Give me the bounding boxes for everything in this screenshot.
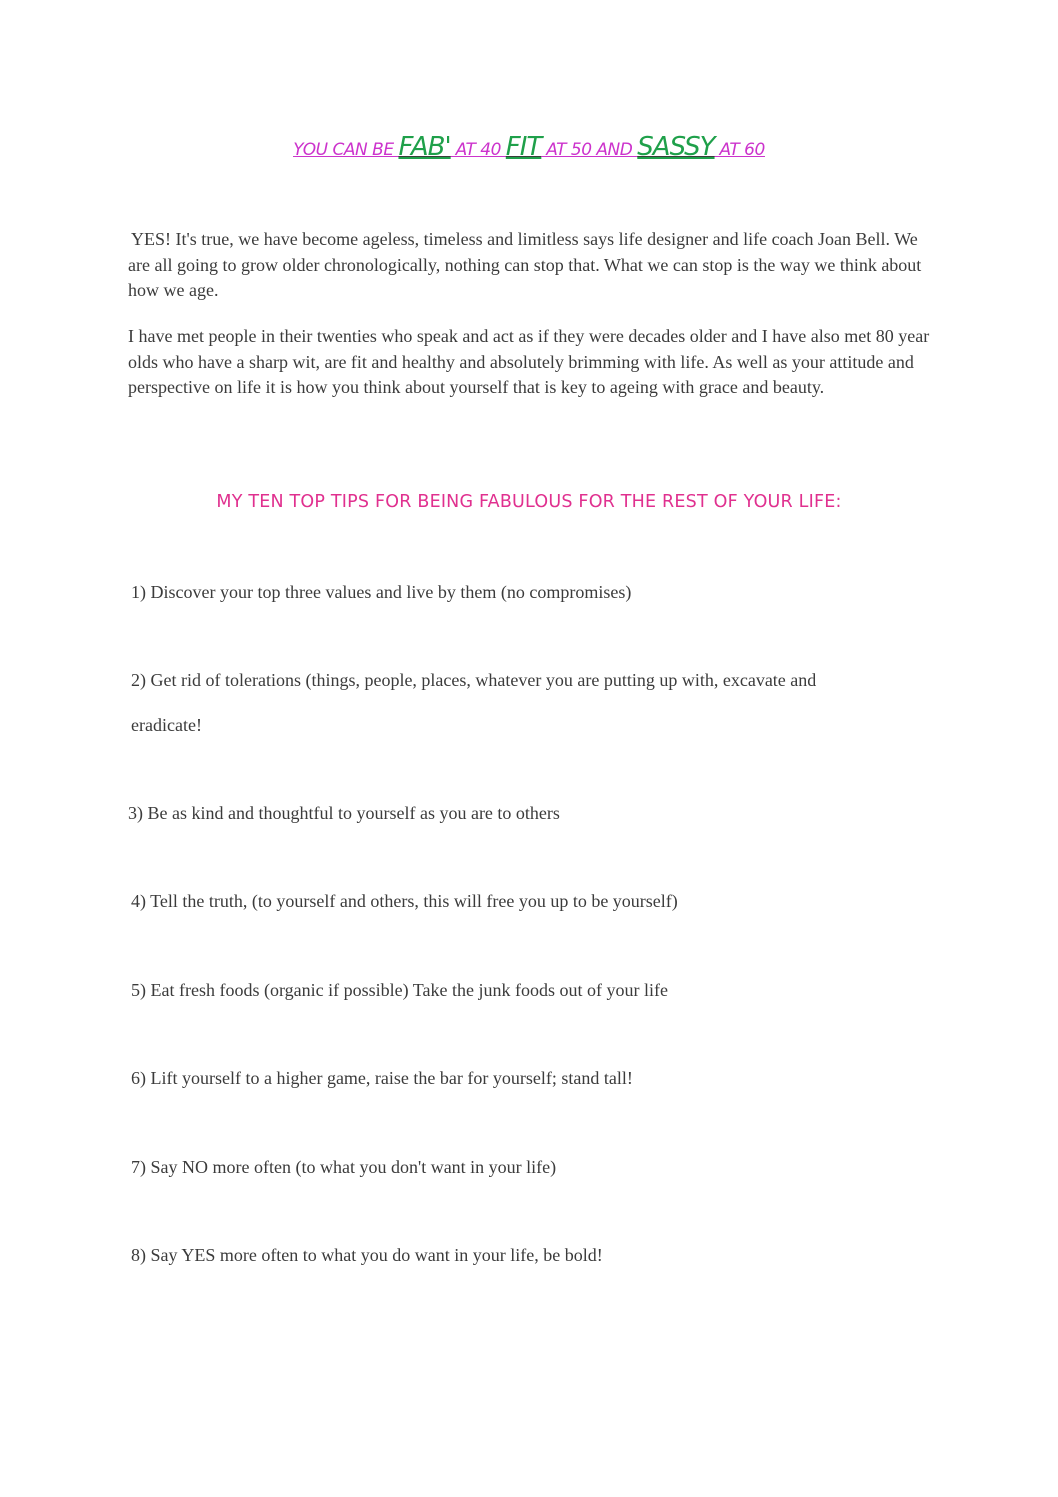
tip-5: 5) Eat fresh foods (organic if possible) Take the junk foods out of your life bbox=[131, 980, 668, 1000]
title-part: AT 50 AND bbox=[541, 140, 638, 160]
title-part: AT 60 bbox=[714, 140, 765, 160]
page-title bbox=[0, 130, 1058, 167]
title-highlight-sassy: SASSY bbox=[637, 132, 715, 162]
tip-3: 3) Be as kind and thoughtful to yourself as you are to others bbox=[128, 803, 560, 823]
tip-7: 7) Say NO more often (to what you don't want in your life) bbox=[131, 1157, 557, 1177]
tip-4: 4) Tell the truth, (to yourself and others, this will free you up to be yourself) bbox=[131, 891, 678, 911]
tips-heading: MY TEN TOP TIPS FOR BEING FABULOUS FOR THE REST OF YOUR LIFE: bbox=[216, 492, 842, 512]
tip-1: 1) Discover your top three values and live by them (no compromises) bbox=[131, 582, 632, 602]
title-part: YOU CAN BE bbox=[293, 140, 399, 160]
tip-2: 2) Get rid of tolerations (things, people, places, whatever you are putting up with, excavate and bbox=[131, 670, 817, 690]
tip-8: 8) Say YES more often to what you do want in your life, be bold! bbox=[131, 1245, 603, 1265]
title-highlight-fit: FIT bbox=[505, 132, 542, 162]
intro-paragraph-1: YES! It's true, we have become ageless, timeless and limitless says life designer and life coach Joan Bell. We are all going to grow older chronologically, nothing can stop that. What we can stop is the way we think about how we age. bbox=[128, 229, 922, 300]
tip-6: 6) Lift yourself to a higher game, raise the bar for yourself; stand tall! bbox=[131, 1068, 633, 1088]
title-part: AT 40 bbox=[450, 140, 506, 160]
title-highlight-fab: FAB' bbox=[398, 132, 451, 162]
tip-2-continued: eradicate! bbox=[131, 715, 202, 735]
intro-paragraph-2: I have met people in their twenties who speak and act as if they were decades older and I have also met 80 year olds who have a sharp wit, are fit and healthy and absolutely brimming with life. As well as your attitude and perspective on life it is how you think about yourself that is key to ageing with grace and beauty. bbox=[128, 326, 930, 397]
